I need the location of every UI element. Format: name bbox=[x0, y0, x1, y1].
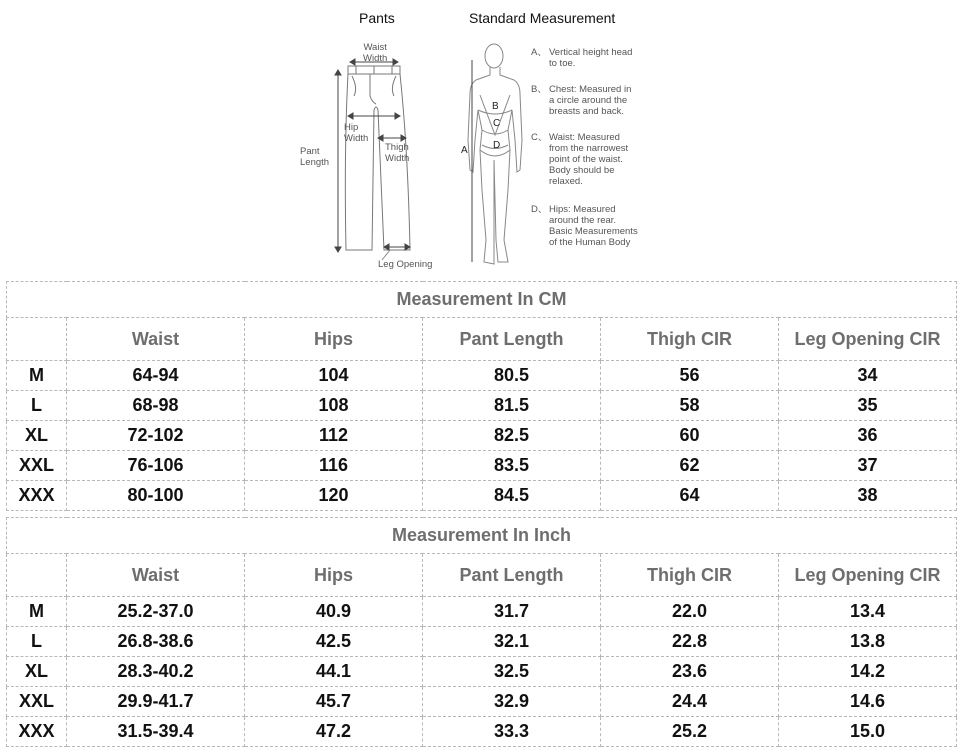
table-row bbox=[7, 451, 957, 481]
header-cell: Hips bbox=[245, 318, 423, 361]
table-cell: 37 bbox=[779, 451, 957, 481]
letter-c: C bbox=[493, 118, 501, 129]
table-cell: 36 bbox=[779, 421, 957, 451]
table-caption: Measurement In CM bbox=[7, 282, 957, 318]
table-cell: 42.5 bbox=[245, 627, 423, 657]
pants-title: Pants bbox=[359, 10, 395, 26]
table-cell: 33.3 bbox=[423, 717, 601, 747]
table-cell: 25.2-37.0 bbox=[67, 597, 245, 627]
letter-d: D bbox=[493, 140, 501, 151]
table-row bbox=[7, 481, 957, 511]
leg-opening-label: Leg Opening bbox=[378, 259, 433, 270]
table-cell: 44.1 bbox=[245, 657, 423, 687]
table-cell: 29.9-41.7 bbox=[67, 687, 245, 717]
table-cell: 22.0 bbox=[601, 597, 779, 627]
body-figure-illustration bbox=[468, 44, 522, 264]
table-cell: 83.5 bbox=[423, 451, 601, 481]
pant-length-label: Pant Length bbox=[300, 146, 330, 168]
size-cell: M bbox=[7, 361, 67, 391]
header-cell: Hips bbox=[245, 554, 423, 597]
table-cell: 13.8 bbox=[779, 627, 957, 657]
measurement-diagram bbox=[290, 0, 670, 278]
hip-width-label: Hip Width bbox=[344, 122, 369, 144]
table-row bbox=[7, 421, 957, 451]
size-cell: L bbox=[7, 391, 67, 421]
note-b: B、 Chest: Measured in a circle around the breasts and back. bbox=[531, 84, 632, 117]
table-cell: 14.2 bbox=[779, 657, 957, 687]
table-cell: 23.6 bbox=[601, 657, 779, 687]
table-cell: 62 bbox=[601, 451, 779, 481]
table-cell: 45.7 bbox=[245, 687, 423, 717]
table-cell: 34 bbox=[779, 361, 957, 391]
table-cell: 47.2 bbox=[245, 717, 423, 747]
table-cell: 24.4 bbox=[601, 687, 779, 717]
table-cell: 32.5 bbox=[423, 657, 601, 687]
table-row bbox=[7, 361, 957, 391]
header-row bbox=[7, 318, 957, 361]
size-cell: XL bbox=[7, 657, 67, 687]
size-cell: XXL bbox=[7, 687, 67, 717]
table-cell: 14.6 bbox=[779, 687, 957, 717]
table-cell: 26.8-38.6 bbox=[67, 627, 245, 657]
waist-width-label: Waist Width bbox=[363, 42, 388, 64]
header-cell: Pant Length bbox=[423, 554, 601, 597]
header-cell: Leg Opening CIR bbox=[779, 318, 957, 361]
table-row bbox=[7, 687, 957, 717]
header-cell bbox=[7, 318, 67, 361]
table-cell: 84.5 bbox=[423, 481, 601, 511]
size-cell: XXX bbox=[7, 717, 67, 747]
table-cell: 64 bbox=[601, 481, 779, 511]
table-cell: 32.9 bbox=[423, 687, 601, 717]
table-cell: 80-100 bbox=[67, 481, 245, 511]
header-cell: Waist bbox=[67, 318, 245, 361]
table-row bbox=[7, 391, 957, 421]
table-cell: 60 bbox=[601, 421, 779, 451]
table-row bbox=[7, 597, 957, 627]
table-cell: 22.8 bbox=[601, 627, 779, 657]
table-row bbox=[7, 657, 957, 687]
note-d: D、 Hips: Measured around the rear. Basic Measurements of the Human Body bbox=[531, 204, 638, 248]
table-cell: 116 bbox=[245, 451, 423, 481]
table-cell: 108 bbox=[245, 391, 423, 421]
header-cell: Thigh CIR bbox=[601, 554, 779, 597]
size-cell: L bbox=[7, 627, 67, 657]
letter-a: A bbox=[461, 145, 468, 156]
letter-b: B bbox=[492, 101, 499, 112]
table-cell: 58 bbox=[601, 391, 779, 421]
table-cell: 56 bbox=[601, 361, 779, 391]
table-cell: 76-106 bbox=[67, 451, 245, 481]
size-table-inch bbox=[6, 517, 957, 747]
table-cell: 64-94 bbox=[67, 361, 245, 391]
note-c: C、 Waist: Measured from the narrowest point of the waist. Body should be relaxed. bbox=[531, 132, 629, 187]
table-cell: 104 bbox=[245, 361, 423, 391]
table-row bbox=[7, 627, 957, 657]
header-cell: Waist bbox=[67, 554, 245, 597]
table-cell: 82.5 bbox=[423, 421, 601, 451]
table-cell: 38 bbox=[779, 481, 957, 511]
table-cell: 15.0 bbox=[779, 717, 957, 747]
table-cell: 112 bbox=[245, 421, 423, 451]
header-cell: Pant Length bbox=[423, 318, 601, 361]
size-cell: XXL bbox=[7, 451, 67, 481]
size-cell: XL bbox=[7, 421, 67, 451]
table-cell: 28.3-40.2 bbox=[67, 657, 245, 687]
table-cell: 31.7 bbox=[423, 597, 601, 627]
table-cell: 81.5 bbox=[423, 391, 601, 421]
size-cell: XXX bbox=[7, 481, 67, 511]
table-cell: 32.1 bbox=[423, 627, 601, 657]
thigh-width-label: Thigh Width bbox=[385, 142, 410, 164]
standard-measurement-title: Standard Measurement bbox=[469, 10, 616, 26]
header-cell bbox=[7, 554, 67, 597]
table-row bbox=[7, 717, 957, 747]
table-cell: 120 bbox=[245, 481, 423, 511]
header-cell: Thigh CIR bbox=[601, 318, 779, 361]
table-cell: 25.2 bbox=[601, 717, 779, 747]
table-cell: 35 bbox=[779, 391, 957, 421]
header-cell: Leg Opening CIR bbox=[779, 554, 957, 597]
table-cell: 68-98 bbox=[67, 391, 245, 421]
size-table-cm bbox=[6, 281, 957, 511]
table-cell: 80.5 bbox=[423, 361, 601, 391]
table-cell: 31.5-39.4 bbox=[67, 717, 245, 747]
table-cell: 40.9 bbox=[245, 597, 423, 627]
size-cell: M bbox=[7, 597, 67, 627]
table-cell: 13.4 bbox=[779, 597, 957, 627]
table-cell: 72-102 bbox=[67, 421, 245, 451]
table-caption: Measurement In Inch bbox=[7, 518, 957, 554]
note-a: A、 Vertical height head to toe. bbox=[531, 47, 633, 69]
header-row bbox=[7, 554, 957, 597]
